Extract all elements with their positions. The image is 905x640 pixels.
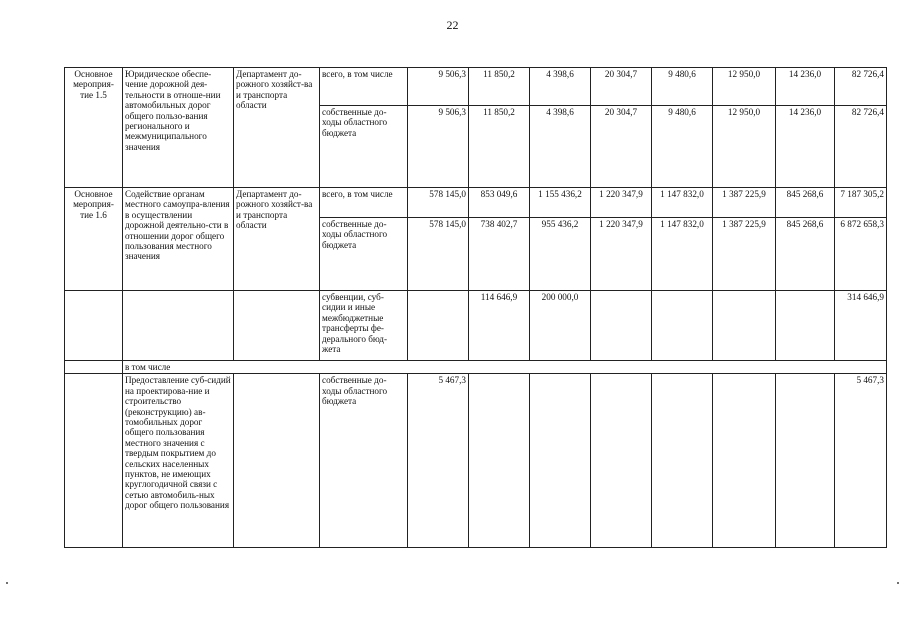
table-row xyxy=(65,361,887,374)
value-cell: 14 236,0 xyxy=(776,68,835,106)
value-cell: 5 467,3 xyxy=(408,374,469,548)
value-cell: 955 436,2 xyxy=(530,218,591,291)
value-cell: 578 145,0 xyxy=(408,188,469,218)
empty-cell xyxy=(234,291,320,361)
value-cell xyxy=(591,374,652,548)
value-cell: 14 236,0 xyxy=(776,106,835,188)
source-cell: собственные до-ходы областного бюджета xyxy=(320,374,408,548)
value-cell: 738 402,7 xyxy=(469,218,530,291)
description-cell: Юридическое обеспе-чение дорожной дея-тельности в отноше-нии автомобильных дорог общего пользо-вания регионального и межмуниципального значения xyxy=(123,68,234,188)
value-cell: 4 398,6 xyxy=(530,106,591,188)
value-cell: 12 950,0 xyxy=(713,68,776,106)
table-row xyxy=(65,374,887,548)
page-number: 22 xyxy=(446,18,459,32)
value-cell: 200 000,0 xyxy=(530,291,591,361)
total-cell: 82 726,4 xyxy=(835,68,887,106)
value-cell xyxy=(776,374,835,548)
value-cell xyxy=(530,374,591,548)
value-cell: 1 220 347,9 xyxy=(591,218,652,291)
activity-cell: Основное мероприя-тие 1.5 xyxy=(65,68,123,188)
value-cell: 114 646,9 xyxy=(469,291,530,361)
total-cell: 7 187 305,2 xyxy=(835,188,887,218)
value-cell: 12 950,0 xyxy=(713,106,776,188)
total-cell: 6 872 658,3 xyxy=(835,218,887,291)
value-cell: 845 268,6 xyxy=(776,218,835,291)
value-cell xyxy=(591,291,652,361)
total-cell: 314 646,9 xyxy=(835,291,887,361)
value-cell xyxy=(713,374,776,548)
value-cell xyxy=(776,291,835,361)
source-cell: всего, в том числе xyxy=(320,68,408,106)
source-cell: собственные до-ходы областного бюджета xyxy=(320,106,408,188)
value-cell: 9 506,3 xyxy=(408,68,469,106)
value-cell: 1 147 832,0 xyxy=(652,188,713,218)
value-cell xyxy=(469,374,530,548)
budget-table xyxy=(64,67,887,548)
activity-cell: Основное мероприя-тие 1.6 xyxy=(65,188,123,291)
value-cell xyxy=(408,291,469,361)
scan-speck xyxy=(897,582,899,584)
value-cell: 11 850,2 xyxy=(469,68,530,106)
executor-cell: Департамент до-рожного хозяйст-ва и транспорта области xyxy=(234,68,320,188)
value-cell: 9 480,6 xyxy=(652,106,713,188)
empty-cell xyxy=(234,374,320,548)
description-cell: Содействие органам местного самоупра-вления в осуществлении дорожной деятельно-сти в отношении дорог общего пользования местного значения xyxy=(123,188,234,291)
scan-speck xyxy=(6,582,8,584)
value-cell: 9 506,3 xyxy=(408,106,469,188)
value-cell xyxy=(652,374,713,548)
description-cell: Предоставление суб-сидий на проектирова-ние и строительство (реконструкцию) ав-томобильных дорог общего пользования местного значения с твердым покрытием до сельских населенных пунктов, не имеющих круглогодичной связи с сетью автомобиль-ных дорог общего пользования xyxy=(123,374,234,548)
table-row xyxy=(65,188,887,218)
total-cell: 82 726,4 xyxy=(835,106,887,188)
value-cell: 1 387 225,9 xyxy=(713,188,776,218)
value-cell: 1 220 347,9 xyxy=(591,188,652,218)
table-row xyxy=(65,68,887,106)
value-cell: 9 480,6 xyxy=(652,68,713,106)
source-cell: субвенции, суб-сидии и иные межбюджетные трансферты фе-дерального бюд-жета xyxy=(320,291,408,361)
value-cell: 853 049,6 xyxy=(469,188,530,218)
value-cell: 578 145,0 xyxy=(408,218,469,291)
value-cell: 1 387 225,9 xyxy=(713,218,776,291)
value-cell: 20 304,7 xyxy=(591,106,652,188)
table-row xyxy=(65,291,887,361)
total-cell: 5 467,3 xyxy=(835,374,887,548)
value-cell: 1 147 832,0 xyxy=(652,218,713,291)
empty-cell xyxy=(123,291,234,361)
value-cell: 845 268,6 xyxy=(776,188,835,218)
including-label: в том числе xyxy=(123,361,887,374)
value-cell xyxy=(713,291,776,361)
executor-cell: Департамент до-рожного хозяйст-ва и транспорта области xyxy=(234,188,320,291)
source-cell: всего, в том числе xyxy=(320,188,408,218)
value-cell: 20 304,7 xyxy=(591,68,652,106)
source-cell: собственные до-ходы областного бюджета xyxy=(320,218,408,291)
value-cell xyxy=(652,291,713,361)
value-cell: 1 155 436,2 xyxy=(530,188,591,218)
value-cell: 4 398,6 xyxy=(530,68,591,106)
empty-cell xyxy=(65,361,123,374)
value-cell: 11 850,2 xyxy=(469,106,530,188)
empty-cell xyxy=(65,374,123,548)
empty-cell xyxy=(65,291,123,361)
